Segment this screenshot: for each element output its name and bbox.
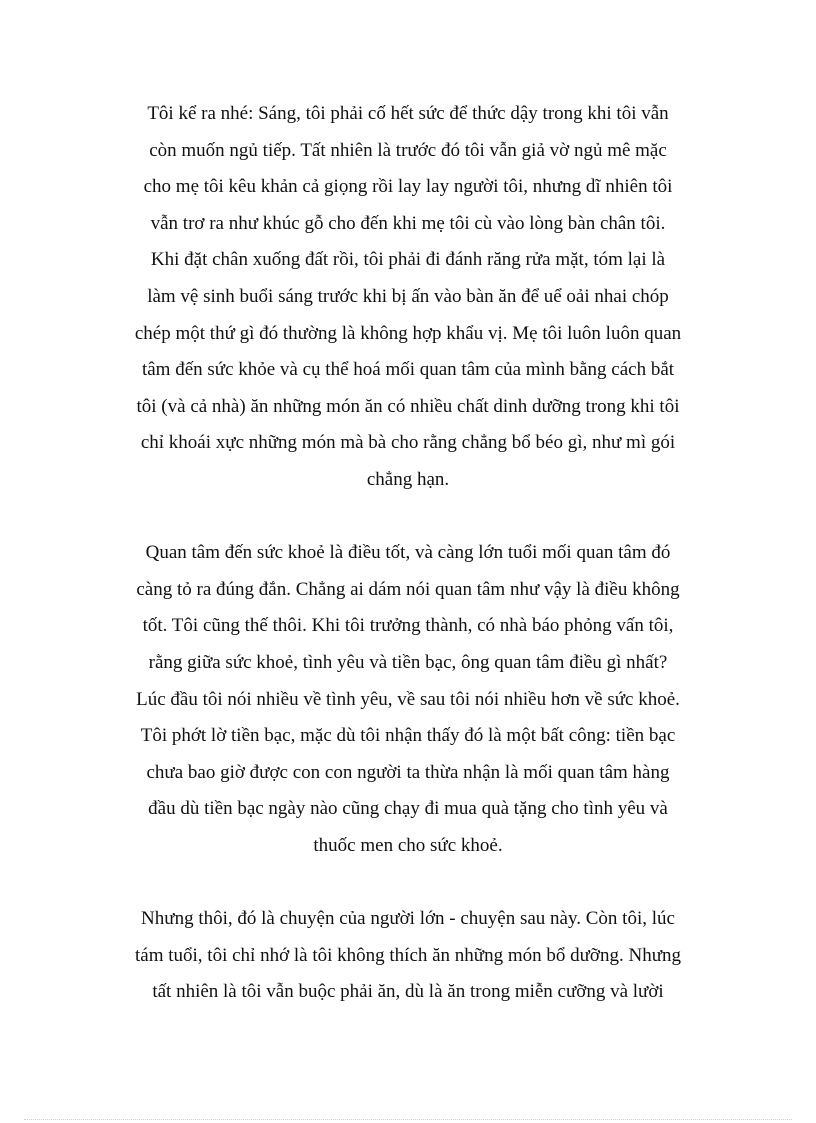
text-line: tốt. Tôi cũng thế thôi. Khi tôi trưởng thành, có nhà báo phỏng vấn tôi, <box>142 615 674 637</box>
text-line: chỉ khoái xực những món mà bà cho rằng chẳng bổ béo gì, như mì gói <box>140 432 676 454</box>
text-line: thuốc men cho sức khoẻ. <box>313 834 503 856</box>
text-line: Lúc đầu tôi nói nhiều về tình yêu, về sau tôi nói nhiều hơn về sức khoẻ. <box>136 688 680 710</box>
text-line: đầu dù tiền bạc ngày nào cũng chạy đi mua quà tặng cho tình yêu và <box>148 798 668 820</box>
text-line: rằng giữa sức khoẻ, tình yêu và tiền bạc, ông quan tâm điều gì nhất? <box>148 651 668 673</box>
page-bottom-border <box>24 1119 792 1120</box>
text-line: làm vệ sinh buổi sáng trước khi bị ấn vào bàn ăn để uể oải nhai chóp <box>147 285 669 307</box>
text-line: tâm đến sức khỏe và cụ thể hoá mối quan tâm của mình bằng cách bắt <box>141 359 675 381</box>
text-line: tám tuổi, tôi chỉ nhớ là tôi không thích ăn những món bổ dưỡng. Nhưng <box>135 944 681 966</box>
text-line: tôi (và cả nhà) ăn những món ăn có nhiều chất dinh dưỡng trong khi tôi <box>136 395 680 417</box>
text-line: chưa bao giờ được con con người ta thừa nhận là mối quan tâm hàng <box>146 761 670 783</box>
text-line: Quan tâm đến sức khoẻ là điều tốt, và càng lớn tuổi mối quan tâm đó <box>145 542 671 564</box>
text-line: chép một thứ gì đó thường là không hợp khẩu vị. Mẹ tôi luôn luôn quan <box>134 322 682 344</box>
paragraph-3 <box>110 901 706 1011</box>
text-line: chẳng hạn. <box>366 468 450 490</box>
paragraph-spacer <box>110 864 706 901</box>
paragraph-2 <box>110 535 706 864</box>
text-line: tất nhiên là tôi vẫn buộc phải ăn, dù là ăn trong miễn cưỡng và lười <box>152 981 664 1003</box>
text-line: Tôi phớt lờ tiền bạc, mặc dù tôi nhận thấy đó là một bất công: tiền bạc <box>140 725 676 747</box>
text-line: càng tỏ ra đúng đắn. Chẳng ai dám nói quan tâm như vậy là điều không <box>136 578 680 600</box>
paragraph-1 <box>110 96 706 499</box>
text-line: còn muốn ngủ tiếp. Tất nhiên là trước đó tôi vẫn giả vờ ngủ mê mặc <box>149 139 667 161</box>
paragraph-spacer <box>110 499 706 536</box>
document-body <box>110 96 706 1011</box>
text-line: vẫn trơ ra như khúc gỗ cho đến khi mẹ tôi cù vào lòng bàn chân tôi. <box>150 212 666 234</box>
text-line: Khi đặt chân xuống đất rồi, tôi phải đi đánh răng rửa mặt, tóm lại là <box>150 249 666 271</box>
text-line: cho mẹ tôi kêu khản cả giọng rồi lay lay người tôi, nhưng dĩ nhiên tôi <box>143 176 673 198</box>
text-line: Nhưng thôi, đó là chuyện của người lớn - chuyện sau này. Còn tôi, lúc <box>141 908 675 930</box>
text-line: Tôi kể ra nhé: Sáng, tôi phải cố hết sức để thức dậy trong khi tôi vẫn <box>147 103 669 124</box>
